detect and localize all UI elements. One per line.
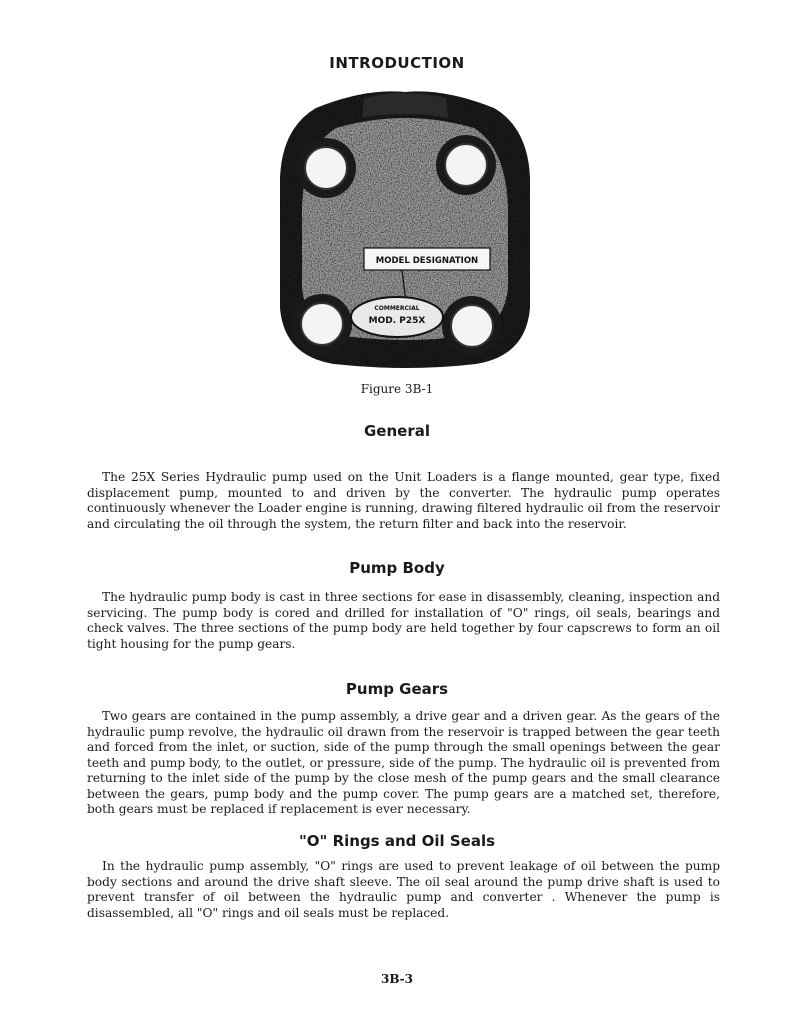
hydraulic-pump-figure [276, 88, 534, 370]
section-title-general: General [364, 422, 430, 440]
commercial-label: COMMERCIAL [374, 305, 420, 312]
bolt-top-left [296, 138, 356, 198]
section-text-general: The 25X Series Hydraulic pump used on the Unit Loaders is a flange mounted, gear type, fixed displacement pump, mounted to and driven by the converter. The hydraulic pump operates continuously whenever the Loader engine is running, drawing filtered hydraulic oil from the reservoir and circulating the oil through the system, the return filter and back into the reservoir. [87, 470, 720, 531]
section-text-pump-gears: Two gears are contained in the pump assembly, a drive gear and a driven gear. As the gears of the hydraulic pump revolve, the hydraulic oil drawn from the reservoir is trapped between the gear teeth and forced from the inlet, or suction, side of the pump through the small openings between the gear teeth and pump body, to the outlet, or pressure, side of the pump. The hydraulic oil is prevented from returning to the inlet side of the pump by the close mesh of the pump gears and the small clearance between the gears, pump body and the pump cover. The pump gears are a matched set, therefore, both gears must be replaced if replacement is ever necessary. [87, 709, 720, 816]
section-title-o-rings: "O" Rings and Oil Seals [298, 832, 496, 850]
section-title-pump-body: Pump Body [349, 559, 445, 577]
figure-caption: Figure 3B-1 [360, 382, 434, 396]
model-designation-label: MODEL DESIGNATION [375, 256, 479, 266]
section-text-o-rings: In the hydraulic pump assembly, "O" rings are used to prevent leakage of oil between the pump body sections and around the drive shaft sleeve. The oil seal around the pump drive shaft is used to prevent transfer of oil between the hydraulic pump and converter . Whenever the pump is disassembled, all "O" rings and oil seals must be replaced. [87, 859, 720, 920]
bolt-bottom-left [292, 294, 352, 354]
page-number: 3B-3 [380, 972, 414, 986]
model-label: MOD. P25X [368, 316, 426, 326]
page-title: INTRODUCTION [329, 54, 465, 72]
section-text-pump-body: The hydraulic pump body is cast in three sections for ease in disassembly, cleaning, inspection and servicing. The pump body is cored and drilled for installation of "O" rings, oil seals, bearings and check valves. The three sections of the pump body are held together by four capscrews to form an oil tight housing for the pump gears. [87, 590, 720, 651]
bolt-bottom-right [442, 296, 502, 356]
section-title-pump-gears: Pump Gears [345, 680, 449, 698]
bolt-top-right [436, 135, 496, 195]
